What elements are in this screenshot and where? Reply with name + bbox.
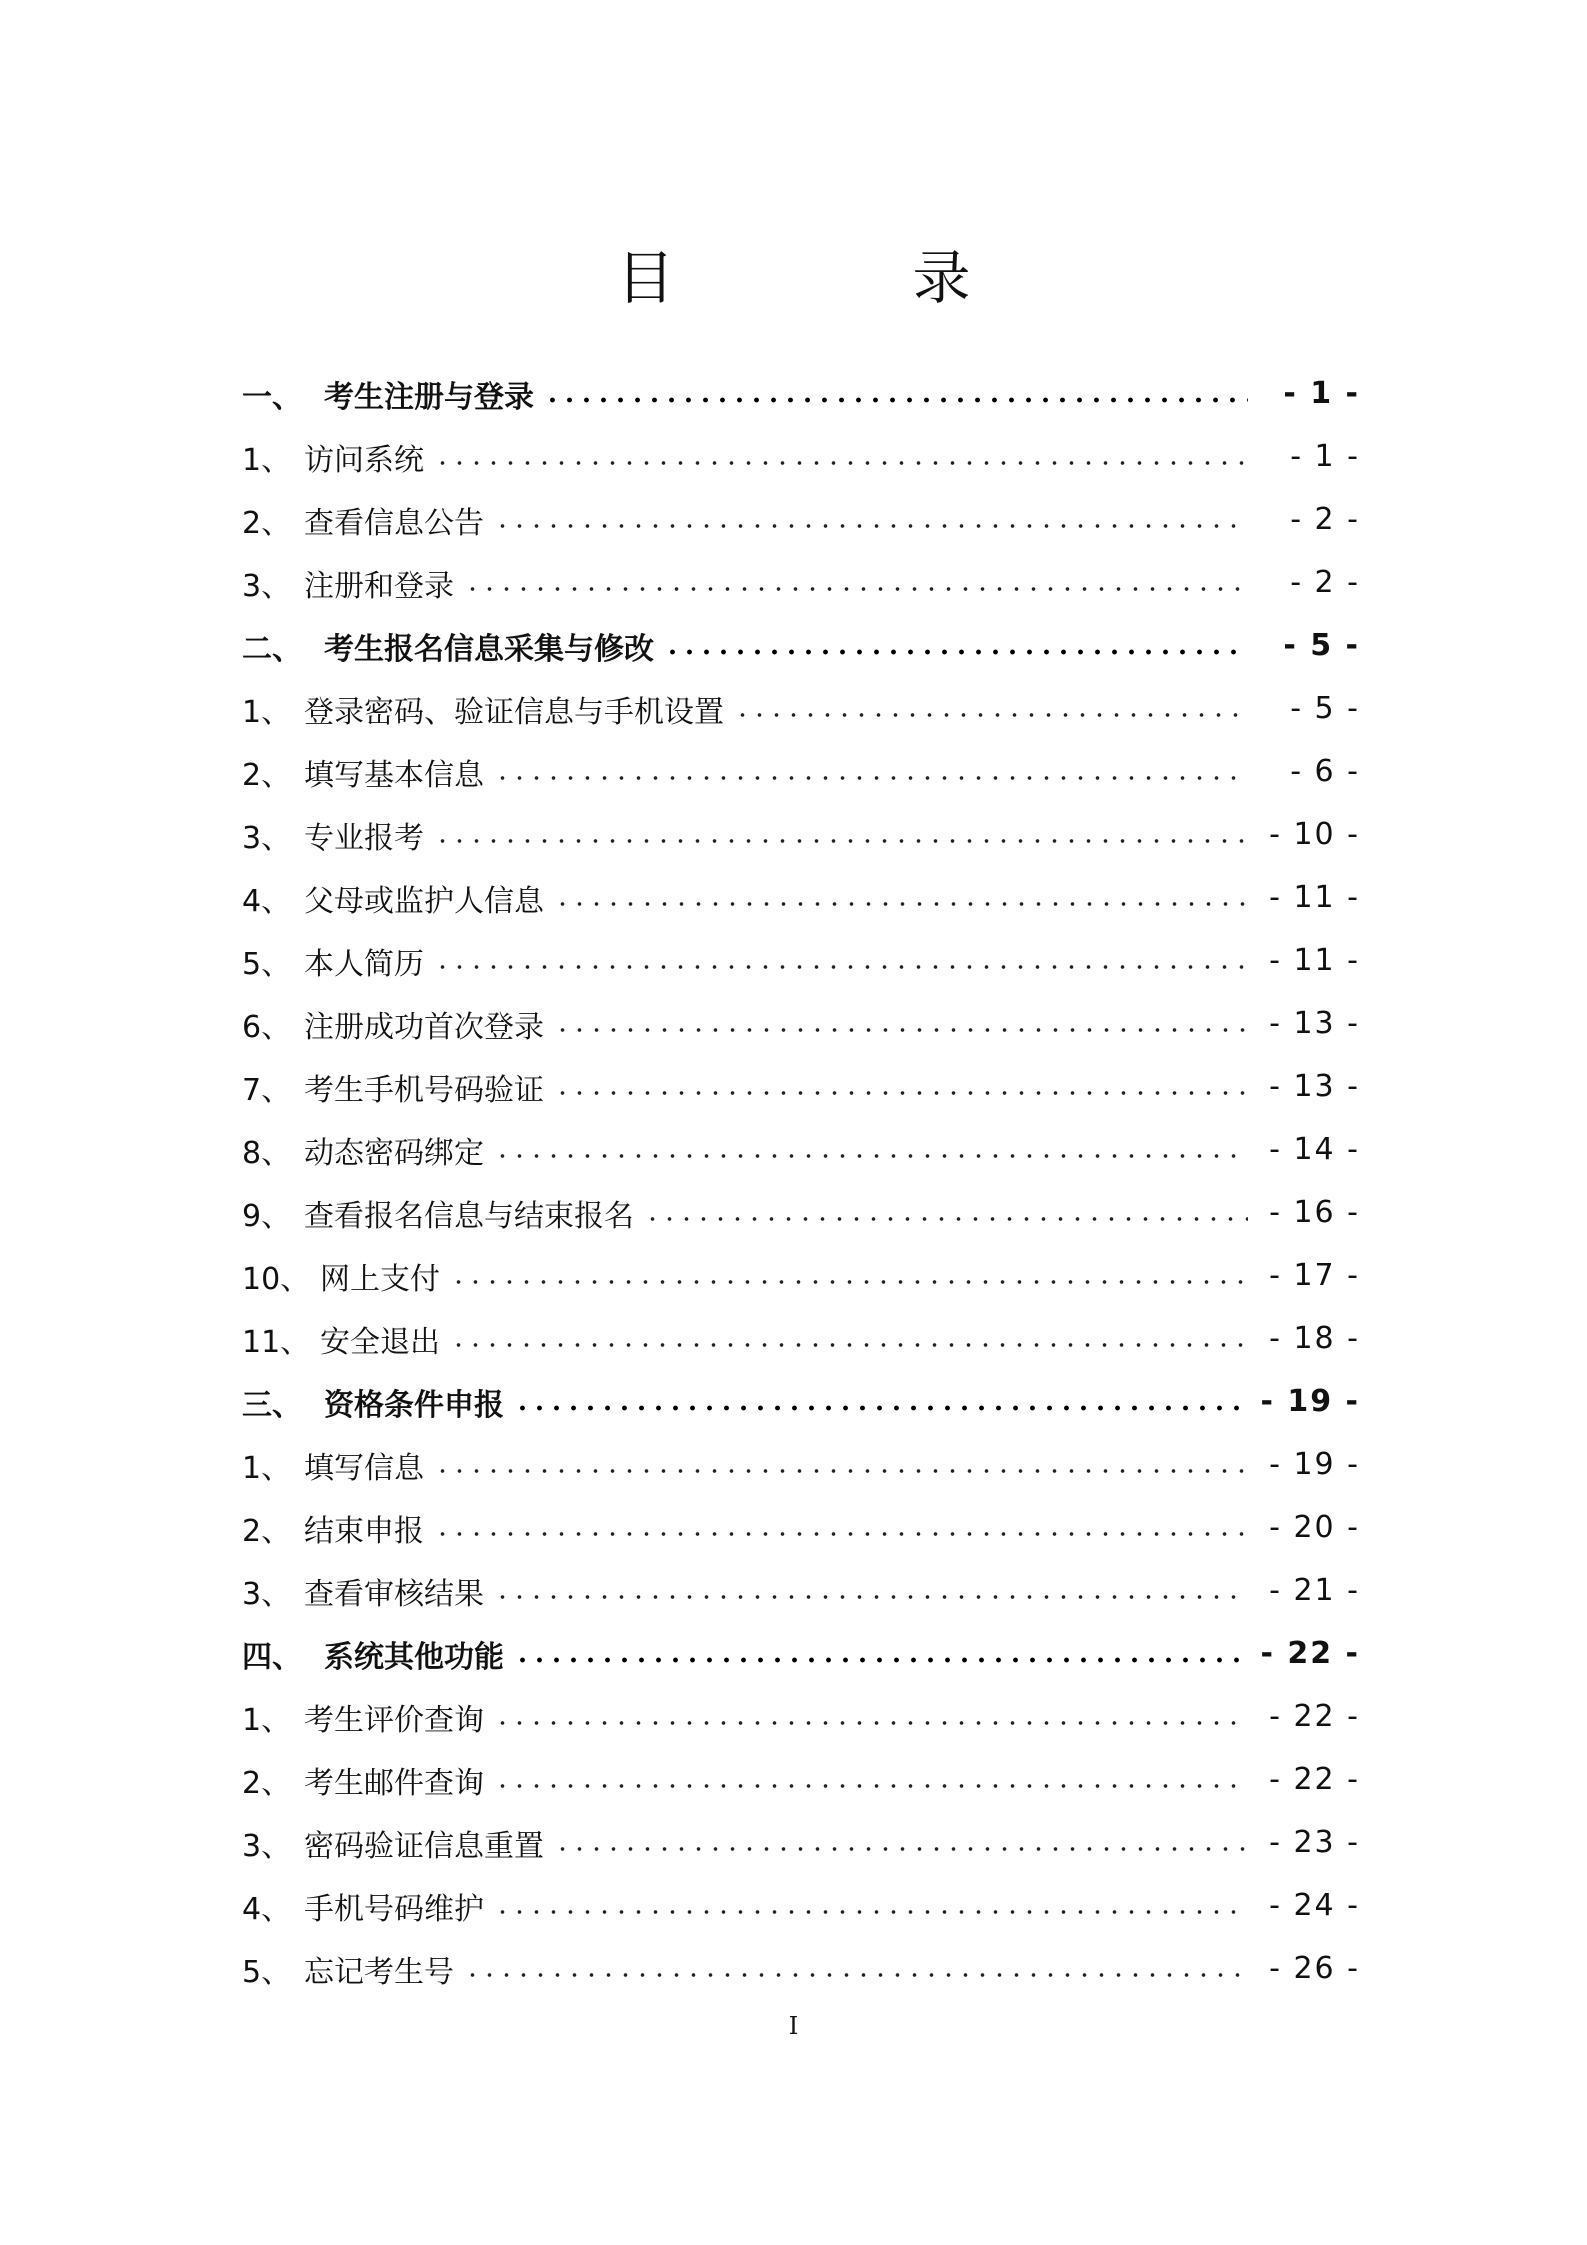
toc-entry-number: 5、 [242,1954,292,1990]
toc-dot-leader [554,1078,1248,1108]
toc-entry-number: 2、 [242,757,292,793]
toc-entry-page: - 1 - [1290,439,1360,474]
toc-entry-number: 二、 [242,631,302,667]
toc-entry-number: 1、 [242,1450,292,1486]
toc-entry-page: - 11 - [1269,943,1360,978]
toc-dot-leader [464,1960,1248,1990]
toc-entry-label: 登录密码、验证信息与手机设置 [304,694,724,730]
toc-entry-page: - 20 - [1269,1510,1360,1545]
toc-entry-number: 9、 [242,1198,292,1234]
toc-entry-label: 注册和登录 [304,568,454,604]
toc-dot-leader [514,1645,1248,1675]
toc-entry-number: 1、 [242,694,292,730]
toc-item-entry[interactable] [242,1937,1360,2000]
toc-entry-number: 6、 [242,1009,292,1045]
toc-dot-leader [734,700,1248,730]
toc-entry-label: 考生注册与登录 [324,379,534,415]
toc-item-entry[interactable] [242,803,1360,866]
toc-item-entry[interactable] [242,1181,1360,1244]
toc-entry-number: 3、 [242,1576,292,1612]
toc-entry-number: 4、 [242,883,292,919]
toc-item-entry[interactable] [242,1118,1360,1181]
toc-entry-label: 访问系统 [304,442,424,478]
toc-entry-label: 手机号码维护 [304,1891,484,1927]
toc-dot-leader [434,952,1248,982]
toc-section-entry[interactable] [242,614,1360,677]
toc-entry-number: 4、 [242,1891,292,1927]
toc-dot-leader [434,826,1248,856]
toc-entry-number: 2、 [242,1765,292,1801]
toc-entry-label: 填写信息 [304,1450,424,1486]
toc-section-entry[interactable] [242,362,1360,425]
toc-entry-label: 专业报考 [304,820,424,856]
toc-item-entry[interactable] [242,1874,1360,1937]
toc-entry-label: 查看信息公告 [304,505,484,541]
toc-entry-label: 密码验证信息重置 [304,1828,544,1864]
toc-entry-label: 父母或监护人信息 [304,883,544,919]
toc-entry-number: 3、 [242,568,292,604]
toc-entry-label: 网上支付 [320,1261,440,1297]
toc-entry-label: 忘记考生号 [304,1954,454,1990]
toc-section-entry[interactable] [242,1370,1360,1433]
toc-item-entry[interactable] [242,1811,1360,1874]
toc-entry-page: - 26 - [1269,1951,1360,1986]
toc-dot-leader [494,511,1248,541]
page-number: I [788,2012,799,2040]
toc-item-entry[interactable] [242,992,1360,1055]
toc-entry-label: 安全退出 [320,1324,440,1360]
toc-item-entry[interactable] [242,1307,1360,1370]
toc-entry-label: 考生邮件查询 [304,1765,484,1801]
toc-dot-leader [664,637,1248,667]
toc-entry-page: - 2 - [1290,565,1360,600]
toc-entry-label: 考生评价查询 [304,1702,484,1738]
toc-entry-page: - 16 - [1269,1195,1360,1230]
toc-entry-number: 3、 [242,1828,292,1864]
toc-item-entry[interactable] [242,488,1360,551]
toc-entry-number: 三、 [242,1387,302,1423]
toc-entry-number: 5、 [242,946,292,982]
toc-entry-number: 3、 [242,820,292,856]
toc-entry-label: 考生报名信息采集与修改 [324,631,654,667]
toc-dot-leader [494,1897,1248,1927]
toc-entry-page: - 19 - [1269,1447,1360,1482]
toc-entry-number: 一、 [242,379,302,415]
toc-entry-page: - 13 - [1269,1069,1360,1104]
toc-item-entry[interactable] [242,929,1360,992]
toc-entry-label: 填写基本信息 [304,757,484,793]
toc-item-entry[interactable] [242,866,1360,929]
toc-entry-page: - 5 - [1290,691,1360,726]
toc-entry-label: 查看报名信息与结束报名 [304,1198,634,1234]
toc-entry-page: - 1 - [1283,376,1360,411]
toc-item-entry[interactable] [242,740,1360,803]
toc-entry-number: 1、 [242,442,292,478]
toc-entry-number: 11、 [242,1324,311,1360]
toc-item-entry[interactable] [242,1244,1360,1307]
toc-entry-number: 1、 [242,1702,292,1738]
toc-dot-leader [464,574,1248,604]
toc-entry-page: - 21 - [1269,1573,1360,1608]
toc-dot-leader [494,763,1248,793]
toc-entry-page: - 14 - [1269,1132,1360,1167]
toc-entry-label: 结束申报 [304,1513,424,1549]
page-title: 目 录 [616,244,1061,312]
toc-dot-leader [554,1834,1248,1864]
toc-item-entry[interactable] [242,1055,1360,1118]
toc-dot-leader [554,1015,1248,1045]
toc-dot-leader [434,1519,1248,1549]
toc-item-entry[interactable] [242,1748,1360,1811]
toc-item-entry[interactable] [242,1559,1360,1622]
toc-dot-leader [494,1771,1248,1801]
toc-entry-label: 动态密码绑定 [304,1135,484,1171]
toc-entry-number: 2、 [242,1513,292,1549]
toc-entry-label: 资格条件申报 [324,1387,504,1423]
toc-entry-page: - 22 - [1269,1699,1360,1734]
toc-entry-page: - 5 - [1283,628,1360,663]
toc-entry-page: - 2 - [1290,502,1360,537]
toc-entry-label: 查看审核结果 [304,1576,484,1612]
toc-entry-number: 10、 [242,1261,311,1297]
table-of-contents [242,362,1360,2000]
toc-dot-leader [514,1393,1248,1423]
toc-entry-label: 注册成功首次登录 [304,1009,544,1045]
toc-entry-label: 本人简历 [304,946,424,982]
toc-entry-page: - 19 - [1260,1384,1360,1419]
toc-entry-page: - 11 - [1269,880,1360,915]
toc-entry-number: 8、 [242,1135,292,1171]
toc-dot-leader [450,1330,1248,1360]
toc-section-entry[interactable] [242,1622,1360,1685]
toc-entry-page: - 24 - [1269,1888,1360,1923]
toc-entry-number: 2、 [242,505,292,541]
toc-entry-label: 考生手机号码验证 [304,1072,544,1108]
toc-dot-leader [434,1456,1248,1486]
toc-item-entry[interactable] [242,1496,1360,1559]
toc-entry-page: - 22 - [1260,1636,1360,1671]
toc-item-entry[interactable] [242,551,1360,614]
toc-item-entry[interactable] [242,677,1360,740]
toc-dot-leader [450,1267,1248,1297]
toc-entry-number: 四、 [242,1639,302,1675]
toc-entry-label: 系统其他功能 [324,1639,504,1675]
toc-entry-number: 7、 [242,1072,292,1108]
toc-item-entry[interactable] [242,425,1360,488]
toc-entry-page: - 13 - [1269,1006,1360,1041]
toc-item-entry[interactable] [242,1433,1360,1496]
toc-dot-leader [494,1141,1248,1171]
toc-entry-page: - 22 - [1269,1762,1360,1797]
toc-dot-leader [554,889,1248,919]
toc-dot-leader [434,448,1248,478]
toc-entry-page: - 23 - [1269,1825,1360,1860]
toc-entry-page: - 18 - [1269,1321,1360,1356]
toc-entry-page: - 10 - [1269,817,1360,852]
toc-item-entry[interactable] [242,1685,1360,1748]
toc-dot-leader [644,1204,1248,1234]
toc-dot-leader [494,1708,1248,1738]
toc-dot-leader [494,1582,1248,1612]
toc-dot-leader [544,385,1248,415]
toc-entry-page: - 6 - [1290,754,1360,789]
toc-entry-page: - 17 - [1269,1258,1360,1293]
